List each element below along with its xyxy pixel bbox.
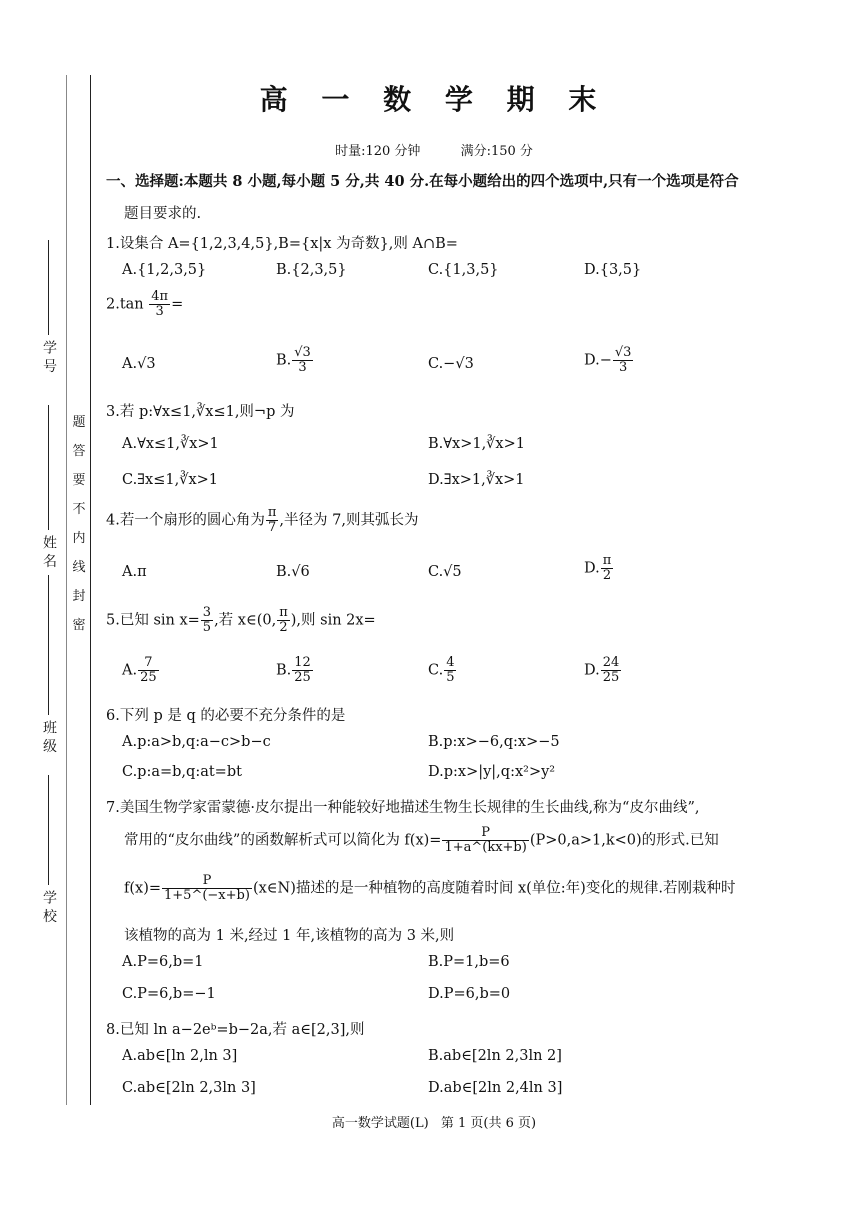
question-6-option-b[interactable]: B.p:x>−6,q:x>−5 [428, 734, 560, 750]
question-3-option-a[interactable]: A.∀x≤1,∛x>1 [122, 436, 219, 452]
margin-inner-line [66, 75, 67, 1105]
question-2-option-a[interactable]: A.√3 [122, 356, 156, 372]
seal-char: 不 [72, 502, 86, 517]
question-5-option-d[interactable]: D. $\frac{24}{25}$ [584, 655, 620, 685]
exam-info [0, 140, 868, 159]
question-7-option-d[interactable]: D.P=6,b=0 [428, 986, 511, 1002]
question-8-option-d[interactable]: D.ab∈[2ln 2,4ln 3] [428, 1080, 563, 1096]
question-8-option-b[interactable]: B.ab∈[2ln 2,3ln 2] [428, 1048, 562, 1064]
question-1-option-d[interactable]: D.{3,5} [584, 262, 642, 278]
seal-char: 答 [72, 444, 86, 459]
question-6-option-d[interactable]: D.p:x>|y|,q:x²>y² [428, 764, 556, 780]
seal-char: 线 [72, 560, 86, 575]
question-3-stem: 3.若 p:∀x≤1,∛x≤1,则¬p 为 [106, 404, 295, 420]
question-4-stem: 4.若一个扇形的圆心角为 $\frac{\pi}{7}$ ,半径为 7,则其弧长为 [106, 505, 419, 535]
student-id-blank [48, 240, 49, 335]
question-3-option-b[interactable]: B.∀x>1,∛x>1 [428, 436, 525, 452]
binding-margin [0, 0, 100, 1110]
seal-line-notice [72, 416, 86, 648]
paper-name: 高一数学试题(L) [331, 1116, 429, 1131]
time-limit: 时量:120 分钟 [335, 144, 421, 159]
seal-char: 内 [72, 531, 86, 546]
section-heading: 一、选择题:本题共 8 小题,每小题 5 分,共 40 分.在每小题给出的四个选项中,只有一个选项是符合 [106, 173, 739, 190]
question-4-option-a[interactable]: A.π [122, 564, 147, 580]
question-4-option-c[interactable]: C.√5 [428, 564, 462, 580]
question-7-line3: f(x)= $\frac{P}{1+5\^{}(-x+b)}$ (x∈N)描述的是一种植物的高度随着时间 x(单位:年)变化的规律.若刚栽种时 [124, 873, 736, 903]
class-label: 班 级 [41, 720, 57, 753]
name-label: 姓 名 [41, 535, 57, 568]
school-blank [48, 775, 49, 885]
question-1-stem: 1.设集合 A={1,2,3,4,5},B={x|x 为奇数},则 A∩B= [106, 236, 458, 252]
question-7-line4: 该植物的高为 1 米,经过 1 年,该植物的高为 3 米,则 [124, 928, 455, 944]
question-2-option-d[interactable]: D.− $\frac{√3}{3}$ [584, 345, 632, 375]
question-5-option-c[interactable]: C. $\frac{4}{5}$ [428, 655, 455, 685]
student-id-label: 学 号 [41, 340, 57, 373]
question-4-option-b[interactable]: B.√6 [276, 564, 310, 580]
question-6-option-c[interactable]: C.p:a=b,q:at=bt [122, 764, 242, 780]
question-5-option-a[interactable]: A. $\frac{7}{25}$ [122, 655, 157, 685]
question-2-option-b[interactable]: B. $\frac{√3}{3}$ [276, 345, 311, 375]
question-6-stem: 6.下列 p 是 q 的必要不充分条件的是 [106, 708, 346, 724]
seal-char: 封 [72, 589, 86, 604]
name-blank [48, 405, 49, 530]
question-5-option-b[interactable]: B. $\frac{12}{25}$ [276, 655, 311, 685]
full-score: 满分:150 分 [460, 144, 533, 159]
school-label: 学 校 [41, 890, 57, 923]
question-2-stem: 2.tan $\frac{4\pi}{3}$ = [106, 289, 184, 319]
page-title: 高 一 数 学 期 末 [259, 83, 609, 116]
question-7-line1: 7.美国生物学家雷蒙德·皮尔提出一种能较好地描述生物生长规律的生长曲线,称为“皮尔曲线”, [106, 800, 700, 816]
question-7-option-c[interactable]: C.P=6,b=−1 [122, 986, 216, 1002]
question-1-option-b[interactable]: B.{2,3,5} [276, 262, 347, 278]
question-8-stem: 8.已知 ln a−2eᵇ=b−2a,若 a∈[2,3],则 [106, 1022, 365, 1038]
question-7-option-a[interactable]: A.P=6,b=1 [122, 954, 204, 970]
page-number: 第 1 页(共 6 页) [440, 1116, 537, 1131]
question-7-line2: 常用的“皮尔曲线”的函数解析式可以简化为 f(x)= $\frac{P}{1+a\^{}(kx+b)}$ (P>0,a>1,k<0)的形式.已知 [124, 825, 719, 855]
section-heading-cont: 题目要求的. [124, 206, 202, 222]
margin-border-line [90, 75, 91, 1105]
question-3-option-c[interactable]: C.∃x≤1,∛x>1 [122, 472, 219, 488]
question-1-option-a[interactable]: A.{1,2,3,5} [122, 262, 207, 278]
question-8-option-a[interactable]: A.ab∈[ln 2,ln 3] [122, 1048, 238, 1064]
class-blank [48, 575, 49, 715]
seal-char: 要 [72, 473, 86, 488]
question-3-option-d[interactable]: D.∃x>1,∛x>1 [428, 472, 525, 488]
seal-char: 密 [72, 618, 86, 633]
question-4-option-d[interactable]: D. $\frac{\pi}{2}$ [584, 553, 612, 583]
question-8-option-c[interactable]: C.ab∈[2ln 2,3ln 3] [122, 1080, 256, 1096]
question-2-option-c[interactable]: C.−√3 [428, 356, 474, 372]
question-1-option-c[interactable]: C.{1,3,5} [428, 262, 499, 278]
question-6-option-a[interactable]: A.p:a>b,q:a−c>b−c [122, 734, 271, 750]
question-5-stem: 5.已知 sin x= $\frac{3}{5}$ ,若 x∈(0, $\frac{\pi}{2}$ ),则 sin 2x= [106, 605, 376, 635]
page-footer [0, 1112, 868, 1131]
question-7-option-b[interactable]: B.P=1,b=6 [428, 954, 510, 970]
seal-char: 题 [72, 415, 86, 430]
